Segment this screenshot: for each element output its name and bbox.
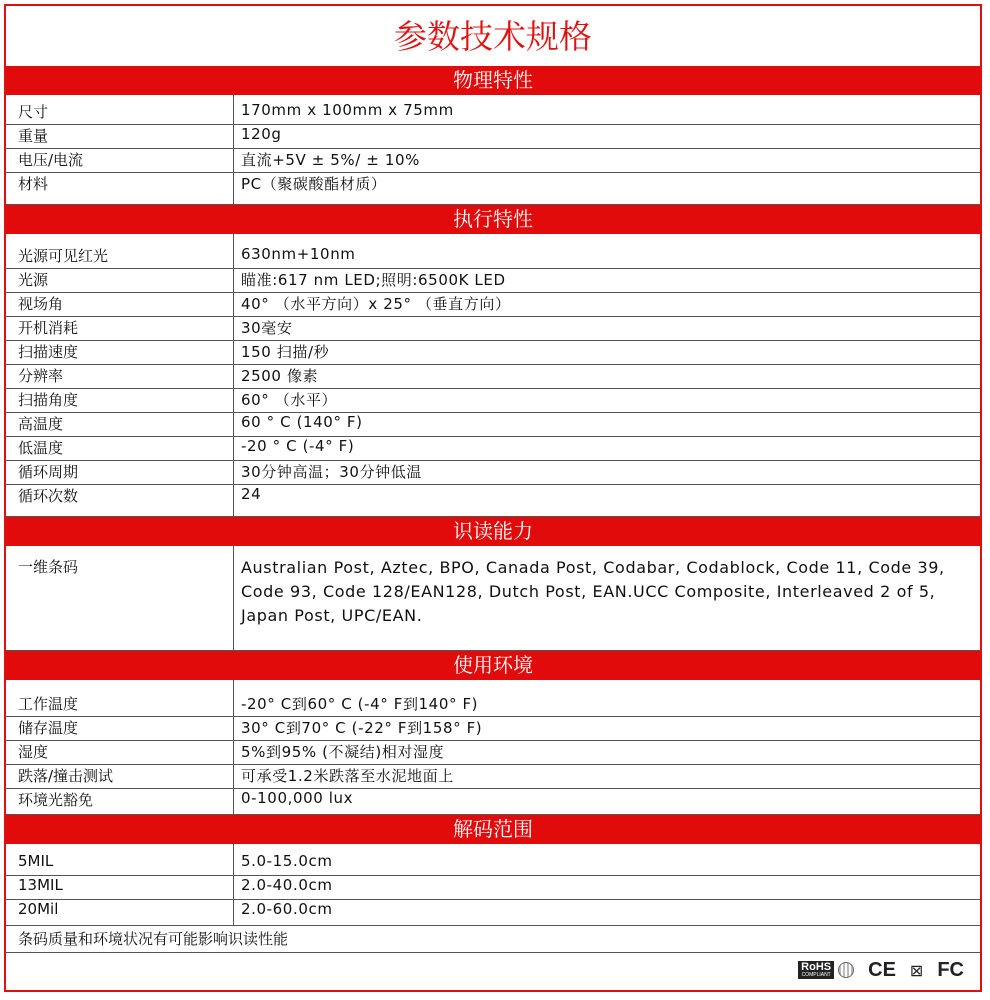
table-row [6, 269, 980, 293]
spec-value: -20 ° C (-4° F) [241, 437, 355, 455]
spec-sheet [4, 4, 982, 992]
rohs-sub-label: COMPLIANT [801, 972, 831, 978]
table-row [6, 693, 980, 717]
rohs-label: RoHS [801, 961, 832, 973]
spec-value: 2.0-40.0cm [241, 876, 333, 894]
table-row [6, 317, 980, 341]
spec-value: 150 扫描/秒 [241, 343, 330, 361]
table-row [6, 485, 980, 517]
table-row [6, 876, 980, 900]
globe-icon [838, 962, 854, 978]
spec-value: 2500 像素 [241, 367, 319, 385]
table-row [6, 341, 980, 365]
section-header-physical: 物理特性 [6, 66, 980, 95]
certification-marks [798, 956, 964, 984]
table-row [6, 293, 980, 317]
spec-value: 60 ° C (140° F) [241, 413, 363, 431]
spec-value: 120g [241, 125, 282, 143]
section-header-decode: 识读能力 [6, 517, 980, 546]
table-row [6, 125, 980, 149]
table-row [6, 900, 980, 926]
spec-value: -20° C到60° C (-4° F到140° F) [241, 695, 479, 713]
weee-bin-icon: ⊠ [909, 960, 924, 980]
spec-value: 30° C到70° C (-22° F到158° F) [241, 719, 483, 737]
page-title: 参数技术规格 [394, 17, 592, 56]
spec-value: 170mm x 100mm x 75mm [241, 101, 454, 119]
spec-label: 尺寸 [18, 103, 49, 121]
spec-value: Australian Post, Aztec, BPO, Canada Post, Codabar, Codablock, Code 11, Code 39, Code 93, Code 128/EAN128, Dutch Post, EAN.UCC Composite, Interleaved 2 of 5, Japan Post, UPC/EAN. [241, 558, 945, 625]
table-row [6, 173, 980, 205]
table-row [6, 717, 980, 741]
spec-label: 视场角 [18, 295, 64, 313]
spec-value: 5.0-15.0cm [241, 852, 333, 870]
spec-value: 2.0-60.0cm [241, 900, 333, 918]
spec-label: 跌落/撞击测试 [18, 767, 114, 785]
spec-label: 湿度 [18, 743, 49, 761]
spec-label: 重量 [18, 127, 49, 145]
section-header-performance: 执行特性 [6, 205, 980, 234]
spec-label: 扫描角度 [18, 391, 79, 409]
footnote: 条码质量和环境状况有可能影响识读性能 [18, 930, 289, 948]
table-row [6, 765, 980, 789]
table-row [6, 437, 980, 461]
table-row [6, 245, 980, 269]
spec-label: 13MIL [18, 876, 63, 894]
spec-label: 环境光豁免 [18, 791, 94, 809]
spec-value: 630nm+10nm [241, 245, 356, 263]
spec-value: 24 [241, 485, 262, 503]
spec-label: 开机消耗 [18, 319, 79, 337]
spec-label: 20Mil [18, 900, 59, 918]
ce-mark: CE [868, 958, 896, 981]
section-header-environment: 使用环境 [6, 651, 980, 680]
table-row [6, 852, 980, 876]
spec-label: 材料 [18, 175, 49, 193]
table-row [6, 413, 980, 437]
rohs-badge [798, 961, 834, 979]
table-row [6, 365, 980, 389]
table-row [6, 101, 980, 125]
spec-label: 循环次数 [18, 487, 79, 505]
spec-label: 高温度 [18, 415, 64, 433]
spec-value: 30毫安 [241, 319, 293, 337]
table-row [6, 789, 980, 815]
table-row [6, 461, 980, 485]
spec-label: 电压/电流 [18, 151, 84, 169]
spec-label: 分辨率 [18, 367, 64, 385]
spec-value: PC（聚碳酸酯材质） [241, 175, 387, 193]
spec-value: 5%到95% (不凝结)相对湿度 [241, 743, 445, 761]
spec-label: 储存温度 [18, 719, 79, 737]
table-row [6, 556, 980, 651]
table-row [6, 741, 980, 765]
spec-value: 60° （水平） [241, 391, 338, 409]
spec-value: 直流+5V ± 5%/ ± 10% [241, 151, 420, 169]
spec-label: 循环周期 [18, 463, 79, 481]
table-row [6, 389, 980, 413]
spec-label: 光源 [18, 271, 49, 289]
spec-label: 扫描速度 [18, 343, 79, 361]
rohs-logo [798, 961, 854, 979]
spec-value: 0-100,000 lux [241, 789, 354, 807]
spec-label: 工作温度 [18, 695, 79, 713]
spec-value: 30分钟高温；30分钟低温 [241, 463, 422, 481]
spec-label: 一维条码 [18, 558, 79, 576]
spec-value: 可承受1.2米跌落至水泥地面上 [241, 767, 454, 785]
section-header-range: 解码范围 [6, 815, 980, 844]
divider [6, 952, 980, 953]
spec-value: 40° （水平方向）x 25° （垂直方向） [241, 295, 511, 313]
fcc-mark: FC [937, 958, 964, 981]
spec-label: 光源可见红光 [18, 247, 109, 265]
spec-label: 低温度 [18, 439, 64, 457]
spec-value: 瞄准:617 nm LED;照明:6500K LED [241, 271, 506, 289]
spec-label: 5MIL [18, 852, 54, 870]
table-row [6, 149, 980, 173]
